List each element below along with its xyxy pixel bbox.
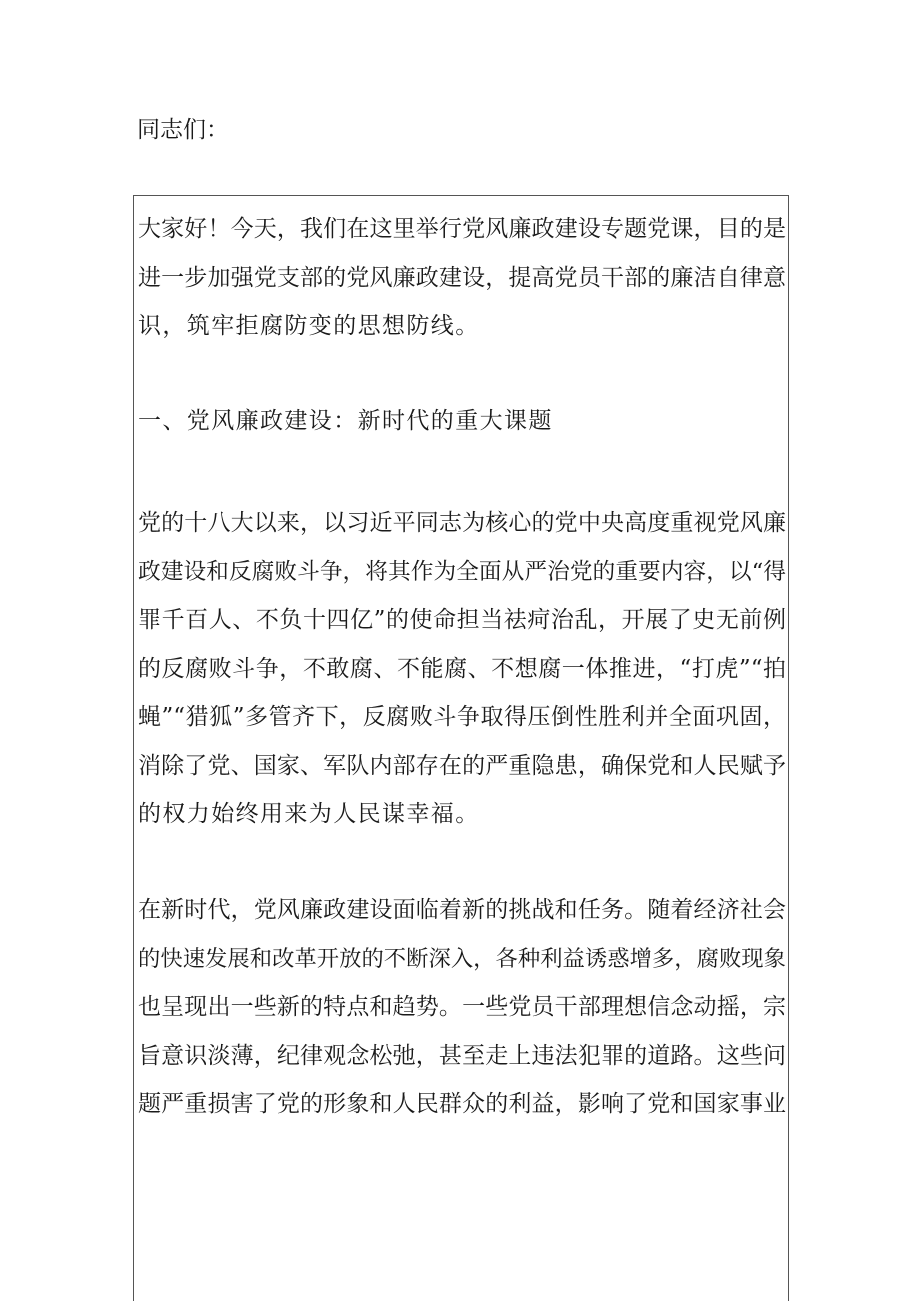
paragraph-new-era-challenges	[138, 886, 786, 1129]
paragraph-line: 党的十八大以来，以习近平同志为核心的党中央高度重视党风廉	[138, 510, 786, 536]
paragraph-line: 旨意识淡薄，纪律观念松弛，甚至走上违法犯罪的道路。这些问	[138, 1042, 786, 1069]
paragraph-line: 在新时代，党风廉政建设面临着新的挑战和任务。随着经济社会	[138, 897, 786, 923]
section-heading: 一、党风廉政建设：新时代的重大课题	[138, 408, 553, 434]
intro-paragraph	[138, 205, 786, 351]
paragraph-line: 也呈现出一些新的特点和趋势。一些党员干部理想信念动摇，宗	[138, 994, 786, 1020]
paragraph-line: 的反腐败斗争，不敢腐、不能腐、不想腐一体推进，“打虎”“拍	[138, 655, 786, 682]
paragraph-line: 蝇”“猎狐”多管齐下，反腐败斗争取得压倒性胜利并全面巩固，	[138, 704, 786, 730]
paragraph-line: 的权力始终用来为人民谋幸福。	[138, 801, 480, 827]
paragraph-line: 政建设和反腐败斗争，将其作为全面从严治党的重要内容，以“得	[138, 558, 786, 585]
paragraph-line: 消除了党、国家、军队内部存在的严重隐患，确保党和人民赋予	[138, 752, 786, 779]
paragraph-line: 大家好！今天，我们在这里举行党风廉政建设专题党课，目的是	[138, 216, 786, 242]
paragraph-line: 的快速发展和改革开放的不断深入，各种利益诱惑增多，腐败现象	[138, 945, 786, 972]
paragraph-line: 识，筑牢拒腐防变的思想防线。	[138, 313, 480, 339]
paragraph-line: 题严重损害了党的形象和人民群众的利益，影响了党和国家事业	[138, 1091, 786, 1117]
section-heading-block	[138, 397, 786, 446]
paragraph-anti-corruption-history	[138, 499, 786, 839]
paragraph-line: 进一步加强党支部的党风廉政建设，提高党员干部的廉洁自律意	[138, 264, 786, 291]
salutation: 同志们：	[137, 117, 229, 143]
paragraph-line: 罪千百人、不负十四亿”的使命担当祛疴治乱，开展了史无前例	[138, 607, 786, 633]
